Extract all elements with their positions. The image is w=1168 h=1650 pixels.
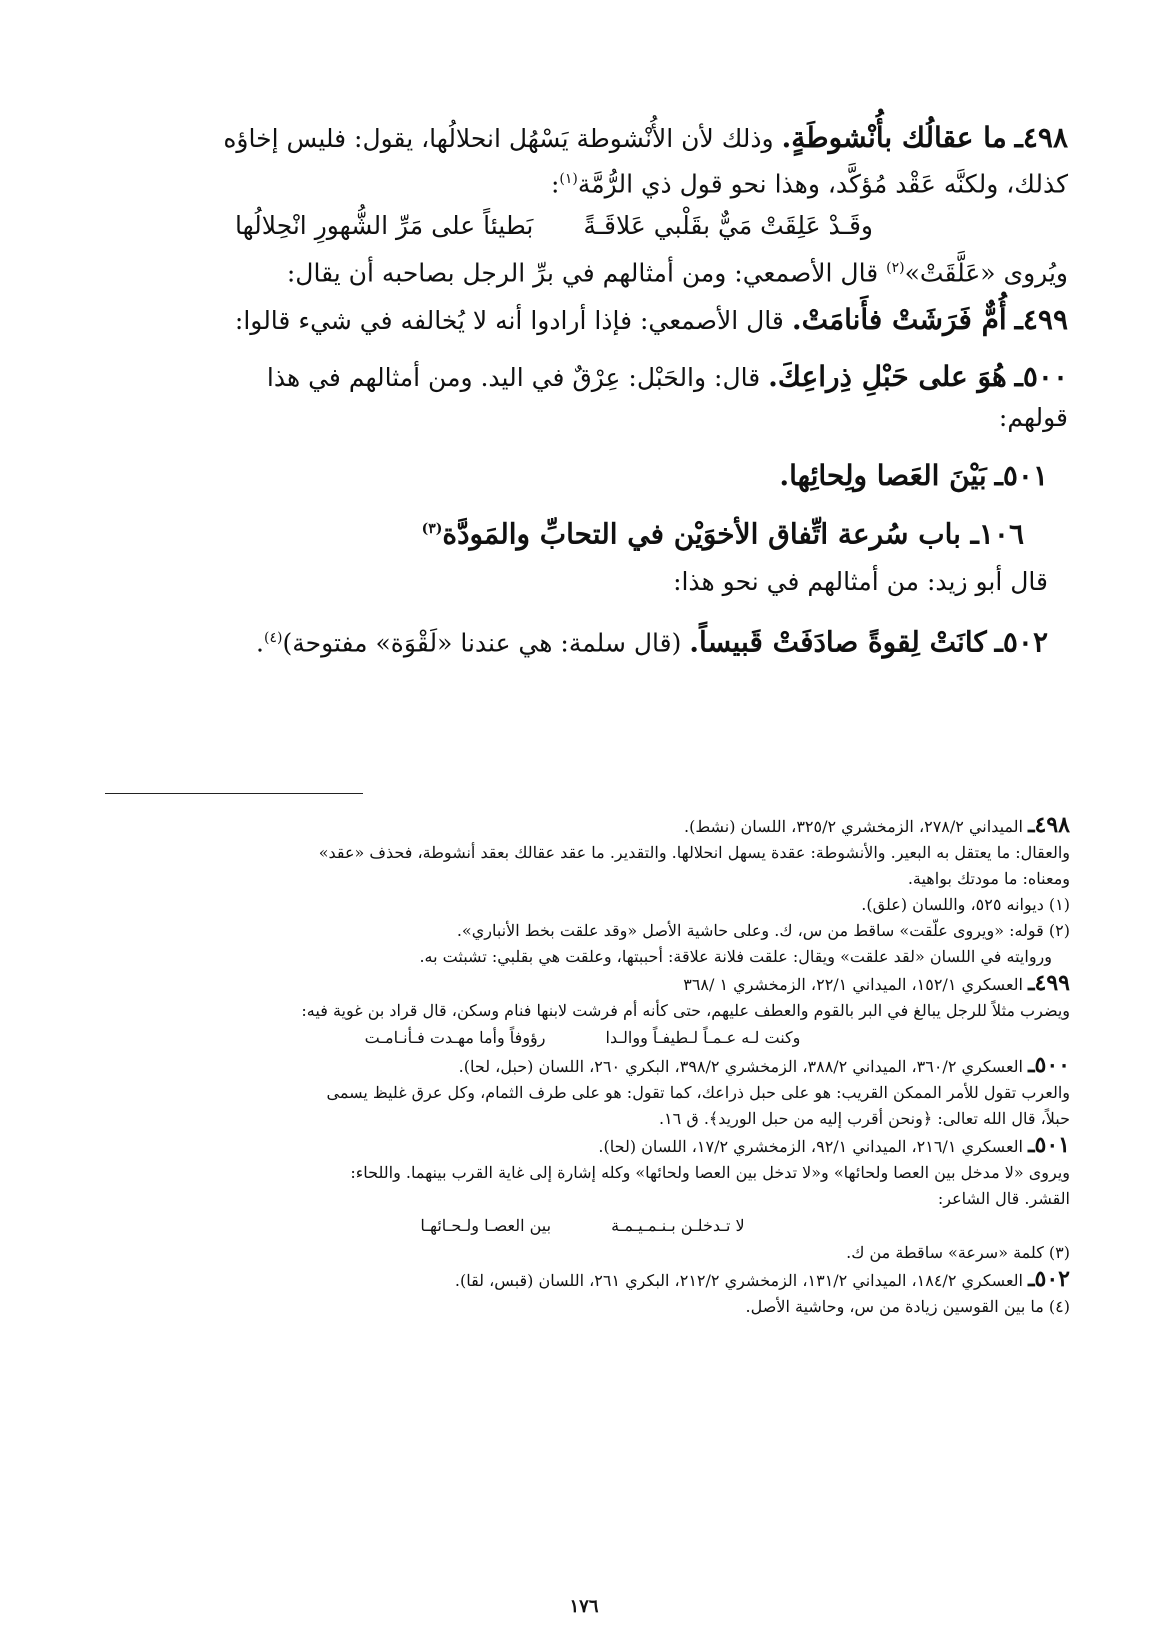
note-number: ٥٠٢ـ <box>1028 1266 1070 1292</box>
main-text <box>100 118 1068 663</box>
note-verse <box>95 1024 1070 1052</box>
note-line: القشر. قال الشاعر: <box>937 1189 1070 1208</box>
footnote-ref: (٣) <box>421 520 443 537</box>
entry-text: قال أبو زيد: من أمثالهم في نحو هذا: <box>673 566 1048 596</box>
note-number: ٤٩٩ـ <box>1028 970 1070 996</box>
entry-498-line-2 <box>100 159 1068 204</box>
entry-498-line-4 <box>100 248 1068 293</box>
note-501 <box>95 1132 1070 1160</box>
entry-number: ٥٠١ـ <box>994 458 1048 492</box>
entry-number: ٥٠٢ـ <box>994 625 1048 659</box>
note-text: العسكري ٣٦٠/٢، الميداني ٣٨٨/٢، الزمخشري ٣٩٨/٢، البكري ٢٦٠، اللسان (حبل، لحا). <box>458 1057 1023 1076</box>
note-number: ٥٠١ـ <box>1028 1132 1070 1158</box>
entry-number: ٤٩٨ـ <box>1014 121 1068 154</box>
verse-hemistich-second: بَطيئاً على مَرِّ الشُّهورِ انْحِلالُها <box>235 211 534 241</box>
entry-text: قولهم: <box>998 402 1068 432</box>
chapter-title: ١٠٦ـ باب سُرعة اتِّفاق الأخوَيْن في التحابِّ والمَودَّة <box>442 516 1024 550</box>
footnotes <box>95 812 1070 1320</box>
entry-500-line-2 <box>100 398 1068 438</box>
entry-501 <box>100 456 1048 497</box>
entry-502 <box>100 618 1048 663</box>
punctuation: : <box>550 169 560 199</box>
punctuation: . <box>256 628 264 658</box>
footnote-1: (١) ديوانه ٥٢٥، واللسان (علق). <box>861 895 1070 914</box>
note-line: والعرب تقول للأمر الممكن القريب: هو على حبل ذراعك، كما تقول: هو على طرف الثمام، وكل عرق غليظ يسمى <box>326 1083 1070 1102</box>
entry-498-line-1 <box>100 118 1068 159</box>
verse-hemistich-second: بين العصـا ولـحـائهـا <box>420 1216 552 1235</box>
note-498 <box>95 812 1070 840</box>
footnote-4: (٤) ما بين القوسين زيادة من س، وحاشية الأصل. <box>745 1297 1070 1316</box>
entry-text: وذلك لأن الأُنْشوطة يَسْهُل انحلالُها، يقول: فليس إخاؤه <box>223 124 774 153</box>
footnote-ref: (٢) <box>886 260 905 277</box>
entry-text: (قال سلمة: هي عندنا «لَقْوَة» مفتوحة) <box>282 628 682 658</box>
proverb: بَيْنَ العَصا ولِحائِها. <box>779 458 987 492</box>
entry-number: ٤٩٩ـ <box>1014 302 1068 336</box>
note-line: والعقال: ما يعتقل به البعير. والأنشوطة: عقدة يسهل انحلالها. والتقدير. ما عقد عقالك بعقد أنشوطة، فحذف «عقد» <box>318 843 1070 862</box>
entry-text: قال: والحَبْل: عِرْقٌ في اليد. ومن أمثالهم في هذا <box>266 362 761 392</box>
entry-text: قال الأصمعي: ومن أمثالهم في برِّ الرجل بصاحبه أن يقال: <box>286 258 879 288</box>
entry-text: كذلك، ولكنَّه عَقْد مُؤكَّد، وهذا نحو قول ذي الرُّمَّة <box>577 169 1068 199</box>
footnote-3: (٣) كلمة «سرعة» ساقطة من ك. <box>846 1243 1070 1262</box>
verse-hemistich-first: وكنت لـه عـمـاً لـطيفـاً ووالـدا <box>605 1028 801 1047</box>
verse-hemistich-first: لا تـدخلـن بـنـمـيـمـة <box>611 1216 745 1235</box>
footnote-ref: (٤) <box>263 629 283 646</box>
note-line: ومعناه: ما مودتك بواهية. <box>907 869 1070 888</box>
proverb: أُمٌّ فَرَشَتْ فأَنامَتْ. <box>791 302 1007 336</box>
entry-text: ويُروى «عَلَّقَتْ» <box>904 258 1068 288</box>
verse-hemistich-second: رؤوفاً وأما مهـدت فـأنـامـت <box>364 1028 546 1047</box>
note-499 <box>95 970 1070 998</box>
entry-text: قال الأصمعي: فإذا أرادوا أنه لا يُخالفه في شيء قالوا: <box>234 305 784 335</box>
note-502 <box>95 1266 1070 1294</box>
note-line: ويضرب مثلاً للرجل يبالغ في البر بالقوم والعطف عليهم، حتى كأنه أم فرشت لابنها فنام وسكن، قال قراد بن غوية فيه: <box>301 1001 1070 1020</box>
entry-499 <box>100 300 1068 341</box>
entry-number: ٥٠٠ـ <box>1014 359 1068 393</box>
poem-verse <box>100 204 1008 248</box>
proverb: كانَتْ لِقوةً صادَفَتْ قَبيساً. <box>689 625 987 659</box>
entry-500-line-1 <box>100 357 1068 398</box>
footnote-2-cont: وروايته في اللسان «لقد علقت» ويقال: علقت فلانة علاقة: أحببتها، وعلقت هي بقلبي: تشبثت به. <box>419 947 1052 966</box>
chapter-heading <box>100 501 1024 562</box>
chapter-intro <box>100 562 1048 602</box>
note-500 <box>95 1052 1070 1080</box>
note-line: حبلاً، قال الله تعالى: ﴿ونحن أقرب إليه من حبل الوريد﴾. ق ١٦. <box>658 1109 1070 1128</box>
footnote-separator <box>105 793 363 794</box>
proverb: ما عقالُك بأُنْشوطَةٍ. <box>781 121 1007 154</box>
note-text: العسكري ١٨٤/٢، الميداني ١٣١/٢، الزمخشري ٢١٢/٢، البكري ٢٦١، اللسان (قبس، لقا). <box>454 1271 1023 1290</box>
verse-hemistich-first: وقَـدْ عَلِقَتْ مَيٌّ بقَلْبي عَلاقَـةً <box>583 211 873 241</box>
note-line: ويروى «لا مدخل بين العصا ولحائها» و«لا تدخل بين العصا ولحائها» وكله إشارة إلى غاية القرب بينهما. واللحاء: <box>350 1163 1070 1182</box>
note-number: ٥٠٠ـ <box>1028 1052 1070 1078</box>
note-text: العسكري ٢١٦/١، الميداني ٩٢/١، الزمخشري ١٧/٢، اللسان (لحا). <box>598 1137 1023 1156</box>
note-verse <box>95 1212 1070 1240</box>
note-text: العسكري ١٥٢/١، الميداني ٢٢/١، الزمخشري ١ /٣٦٨ <box>683 975 1023 994</box>
proverb: هُوَ على حَبْلِ ذِراعِكَ. <box>768 359 1007 393</box>
footnote-2: (٢) قوله: «ويروى علّقت» ساقط من س، ك. وعلى حاشية الأصل «وقد علقت بخط الأنباري». <box>456 921 1070 940</box>
note-number: ٤٩٨ـ <box>1028 812 1070 838</box>
footnote-ref: (١) <box>559 171 578 187</box>
page-number: ١٧٦ <box>569 1596 599 1617</box>
note-text: الميداني ٢٧٨/٢، الزمخشري ٣٢٥/٢، اللسان (نشط). <box>683 817 1023 836</box>
